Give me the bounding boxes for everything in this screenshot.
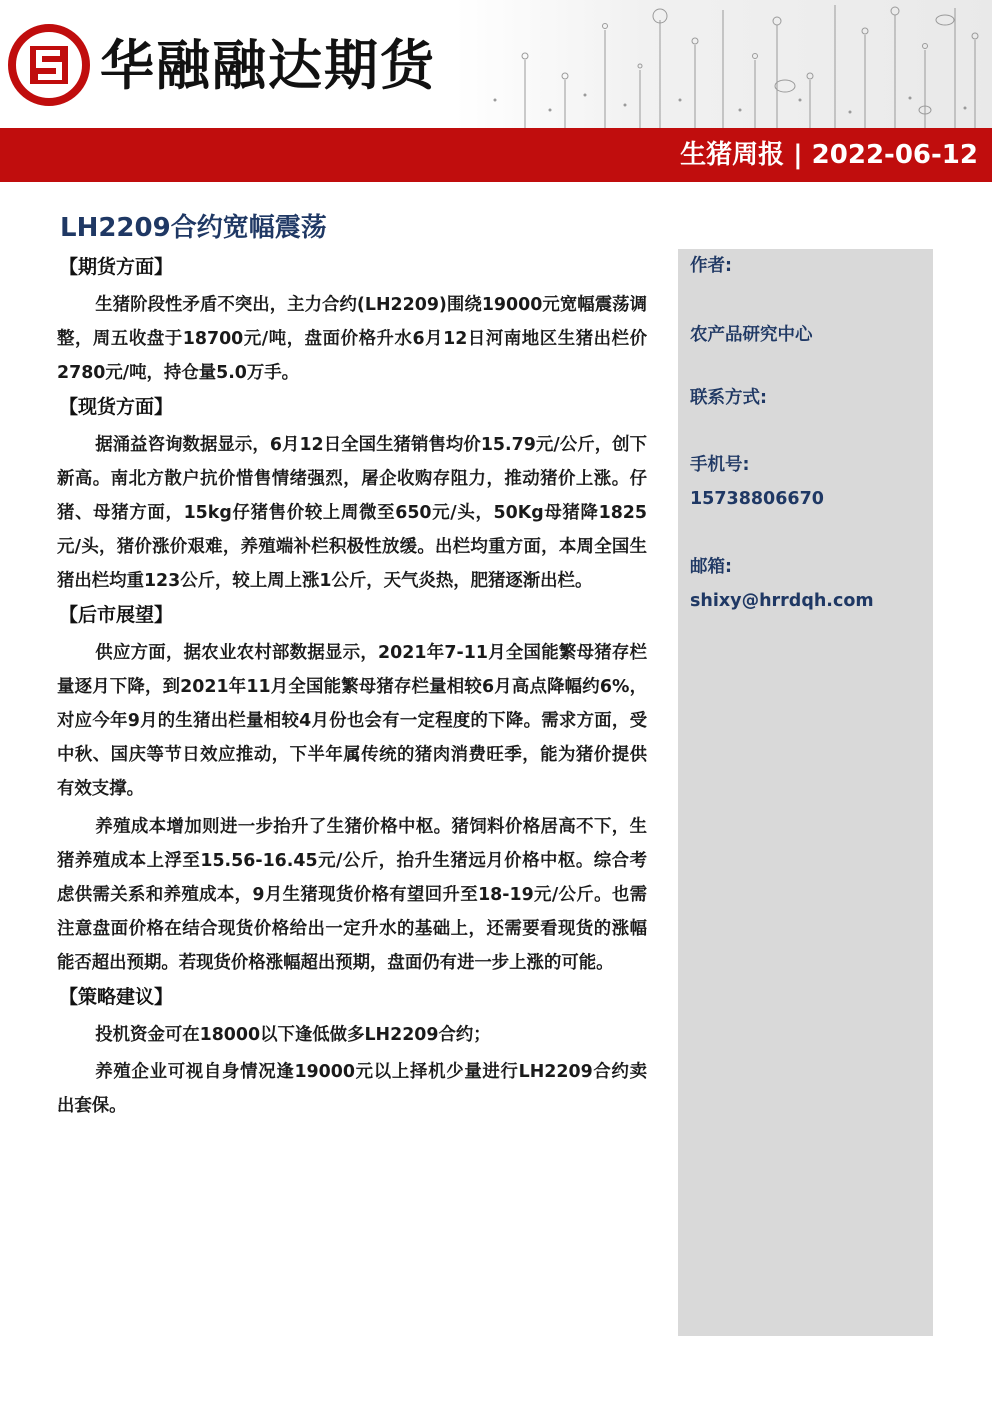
brand-name: 华融融达期货 bbox=[100, 33, 436, 97]
paragraph: 养殖成本增加则进一步抬升了生猪价格中枢。猪饲料价格居高不下，生猪养殖成本上浮至15.56-16.45元/公斤，抬升生猪远月价格中枢。综合考虑供需关系和养殖成本，9月生猪现货价格有望回升至18-19元/公斤。也需注意盘面价格在结合现货价格给出一定升水的基础上，还需要看现货的涨幅能否超出预期。若现货价格涨幅超出预期，盘面仍有进一步上涨的可能。 bbox=[57, 816, 647, 974]
section-heading-outlook: 【后市展望】 bbox=[59, 603, 174, 626]
author-label: 作者: bbox=[690, 256, 732, 276]
paragraph: 养殖企业可视自身情况逢19000元以上择机少量进行LH2209合约卖出套保。 bbox=[57, 1061, 647, 1117]
article-title: LH2209合约宽幅震荡 bbox=[60, 213, 327, 243]
report-header bbox=[0, 0, 992, 182]
article-body bbox=[57, 210, 647, 1126]
paragraph: 投机资金可在18000以下逢低做多LH2209合约； bbox=[95, 1024, 491, 1045]
phone-label: 手机号: bbox=[690, 455, 750, 475]
contact-label: 联系方式: bbox=[690, 388, 767, 408]
phone-value: 15738806670 bbox=[690, 489, 824, 509]
huarong-logo-icon bbox=[8, 24, 90, 106]
paragraph: 供应方面，据农业农村部数据显示，2021年7-11月全国能繁母猪存栏量逐月下降，到2021年11月全国能繁母猪存栏量相较6月高点降幅约6%，对应今年9月的生猪出栏量相较4月份也会有一定程度的下降。需求方面，受中秋、国庆等节日效应推动，下半年属传统的猪肉消费旺季，能为猪价提供有效支撑。 bbox=[57, 642, 647, 800]
email-value: shixy@hrrdqh.com bbox=[690, 591, 874, 611]
report-tag: 生猪周报 | 2022-06-12 bbox=[680, 140, 978, 170]
paragraph: 生猪阶段性矛盾不突出，主力合约(LH2209)围绕19000元宽幅震荡调整，周五收盘于18700元/吨，盘面价格升水6月12日河南地区生猪出栏价2780元/吨，持仓量5.0万手。 bbox=[57, 295, 647, 384]
section-heading-spot: 【现货方面】 bbox=[59, 395, 174, 418]
author-value: 农产品研究中心 bbox=[690, 325, 813, 345]
section-heading-futures: 【期货方面】 bbox=[59, 256, 174, 278]
author-sidebar bbox=[678, 249, 933, 1336]
section-heading-strategy: 【策略建议】 bbox=[59, 985, 174, 1008]
paragraph: 据涌益咨询数据显示，6月12日全国生猪销售均价15.79元/公斤，创下新高。南北方散户抗价惜售情绪强烈，屠企收购存阻力，推动猪价上涨。仔猪、母猪方面，15kg仔猪售价较上周微至650元/头，50Kg母猪降1825元/头，猪价涨价艰难，养殖端补栏积极性放缓。出栏均重方面，本周全国生猪出栏均重123公斤，较上周上涨1公斤，天气炎热，肥猪逐渐出栏。 bbox=[57, 434, 647, 592]
email-label: 邮箱: bbox=[690, 557, 732, 577]
decorative-line-pattern bbox=[455, 0, 992, 128]
